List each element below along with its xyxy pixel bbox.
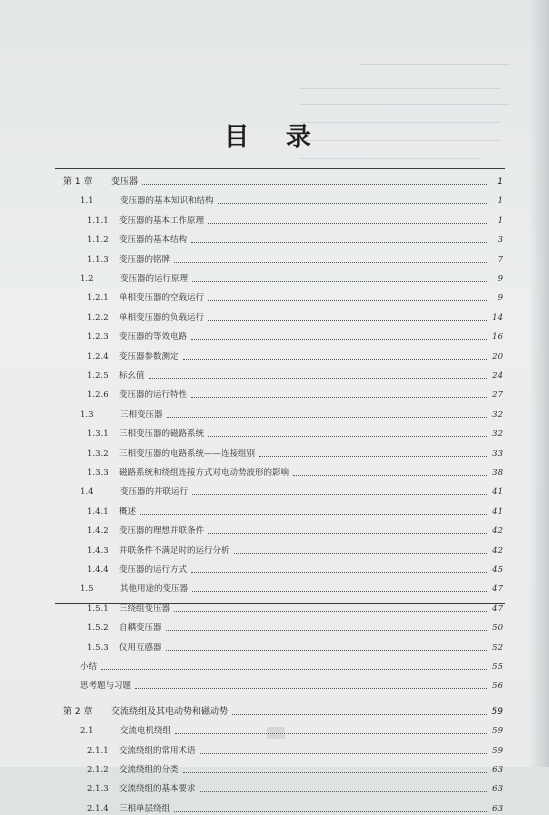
- toc-chapter-entry[interactable]: [63, 168, 503, 188]
- toc-entry-number: 第 1 章: [63, 177, 93, 187]
- toc-subsection-entry[interactable]: [87, 634, 503, 654]
- page-number-mark: [267, 727, 285, 739]
- toc-entry-number: 1.2.3: [87, 332, 109, 343]
- toc-entry-number: 1.5.2: [87, 623, 109, 634]
- toc-leader-dots: [293, 475, 487, 476]
- toc-page-number: 55: [492, 662, 503, 672]
- toc-entry-number: 1.4: [80, 487, 94, 498]
- toc-entry-title: 三绕组变压器: [119, 603, 171, 614]
- toc-leader-dots: [135, 688, 487, 689]
- toc-subsection-entry[interactable]: [87, 226, 503, 246]
- toc-page-number: 41: [492, 506, 503, 517]
- toc-entry-number: 2.1.3: [87, 784, 109, 795]
- toc-section-entry[interactable]: [80, 478, 503, 498]
- toc-entry-title: 变压器的并联运行: [120, 487, 189, 498]
- toc-entry-number: 1.2.1: [87, 293, 109, 304]
- toc-entry-title: 变压器的理想并联条件: [119, 526, 205, 537]
- toc-entry-title: 变压器的运行方式: [119, 565, 188, 575]
- toc-entry-number: 2.1.2: [87, 765, 109, 775]
- toc-entry-number: 1.4.3: [87, 545, 109, 556]
- toc-leader-dots: [167, 417, 487, 418]
- toc-entry-number: 1.2.6: [87, 390, 109, 401]
- toc-entry-title: 交流绕组的基本要求: [119, 784, 196, 795]
- toc-page-number: 32: [492, 409, 503, 420]
- toc-entry-number: 1.1: [80, 196, 94, 207]
- toc-subsection-entry[interactable]: [87, 775, 503, 795]
- toc-entry-title: 三相变压器: [120, 409, 163, 420]
- toc-entry-number: 2.1: [80, 726, 94, 737]
- toc-subsection-entry[interactable]: [87, 756, 503, 776]
- bleed-through-line: [300, 104, 510, 105]
- bleed-through-line: [300, 158, 480, 159]
- toc-leader-dots: [191, 339, 487, 340]
- toc-page-number: 42: [492, 545, 503, 556]
- toc-entry-title: 变压器的等效电路: [119, 332, 188, 343]
- toc-entry-title: 交流绕组的常用术语: [119, 745, 196, 756]
- toc-page-number: 9: [497, 274, 503, 284]
- toc-leader-dots: [208, 436, 487, 437]
- toc-entry-title: 变压器的基本知识和结构: [120, 196, 214, 207]
- toc-entry-number: 1.3.1: [87, 429, 109, 440]
- toc-subsection-entry[interactable]: [87, 207, 503, 227]
- toc-subsection-entry[interactable]: [87, 323, 503, 343]
- toc-page-number: 27: [492, 390, 503, 401]
- toc-page-number: 47: [492, 584, 503, 595]
- toc-entry-title: 自耦变压器: [119, 623, 162, 634]
- toc-leader-dots: [183, 772, 487, 773]
- toc-entry-title: 变压器的铭牌: [119, 254, 171, 265]
- toc-entry-title: 仪用互感器: [119, 642, 162, 653]
- toc-leader-dots: [183, 359, 487, 360]
- toc-subsection-entry[interactable]: [87, 246, 503, 266]
- toc-leader-dots: [175, 733, 487, 734]
- toc-subsection-entry[interactable]: [87, 498, 503, 518]
- toc-subsection-entry[interactable]: [87, 284, 503, 304]
- toc-page-number: 33: [492, 448, 503, 459]
- toc-page-number: 1: [497, 177, 503, 187]
- toc-leader-dots: [192, 591, 487, 592]
- toc-leader-dots: [200, 753, 487, 754]
- toc-entry-number: 2.1.1: [87, 745, 109, 756]
- toc-entry-number: 第 2 章: [63, 706, 93, 717]
- toc-entry-number: 1.3.2: [87, 448, 109, 459]
- toc-leader-dots: [208, 300, 487, 301]
- toc-section-entry[interactable]: [80, 187, 503, 207]
- toc-leader-dots: [208, 533, 487, 534]
- toc-page-number: 47: [492, 603, 503, 614]
- toc-entry-number: 1.1.1: [87, 215, 109, 226]
- toc-entry-title: 变压器的运行特性: [119, 390, 188, 401]
- toc-subsection-entry[interactable]: [87, 381, 503, 401]
- toc-leader-dots: [218, 203, 487, 204]
- toc-leader-dots: [192, 494, 487, 495]
- toc-leader-dots: [140, 514, 487, 515]
- toc-entry-title: 其他用途的变压器: [120, 584, 189, 595]
- toc-subsection-entry[interactable]: [87, 343, 503, 363]
- toc-page-number: 63: [492, 803, 503, 814]
- toc-entry-number: 1.2: [80, 274, 94, 284]
- toc-leader-dots: [142, 184, 487, 185]
- toc-page-number: 16: [492, 332, 503, 343]
- toc-entry-title: 三相变压器的磁路系统: [119, 429, 205, 440]
- toc-leader-dots: [149, 378, 487, 379]
- toc-entry-number: 1.3: [80, 409, 94, 420]
- toc-entry[interactable]: [80, 672, 503, 692]
- toc-leader-dots: [191, 572, 487, 573]
- toc-page-number: 63: [492, 765, 503, 775]
- toc-entry-number: 2.1.4: [87, 803, 109, 814]
- toc-subsection-entry[interactable]: [87, 595, 503, 615]
- toc-entry-title: 变压器的基本工作原理: [119, 215, 205, 226]
- toc-entry-title: 交流电机绕组: [120, 726, 172, 737]
- toc-entry-title: 并联条件不满足时的运行分析: [119, 545, 230, 556]
- toc-page-number: 59: [491, 706, 503, 717]
- toc-page-number: 42: [492, 526, 503, 537]
- toc-entry-number: 1.2.2: [87, 312, 109, 323]
- toc-section-entry[interactable]: [80, 717, 503, 737]
- toc-section-entry[interactable]: [80, 401, 503, 421]
- toc-leader-dots: [259, 456, 487, 457]
- toc-leader-dots: [208, 320, 487, 321]
- toc-entry-title: 变压器: [111, 177, 139, 187]
- toc-chapter-entry[interactable]: [63, 698, 503, 718]
- toc-page-number: 59: [492, 726, 503, 737]
- toc-entry-title: 小结: [80, 662, 98, 672]
- toc-entry-number: 1.2.4: [87, 351, 109, 362]
- toc-page-number: 63: [492, 784, 503, 795]
- toc-subsection-entry[interactable]: [87, 737, 503, 757]
- toc-page-number: 9: [497, 293, 503, 304]
- toc-page-number: 52: [492, 642, 503, 653]
- toc-subsection-entry[interactable]: [87, 795, 503, 815]
- toc-page-number: 3: [497, 235, 503, 246]
- toc-leader-dots: [208, 223, 487, 224]
- toc-leader-dots: [191, 242, 487, 243]
- toc-entry-number: 1.4.4: [87, 565, 109, 575]
- toc-entry-title: 标幺值: [119, 371, 145, 381]
- page-title: 目 录: [224, 122, 325, 151]
- toc-leader-dots: [166, 630, 487, 631]
- toc-entry-title: 磁路系统和绕组连接方式对电动势波形的影响: [119, 468, 290, 478]
- toc-subsection-entry[interactable]: [87, 362, 503, 382]
- toc-subsection-entry[interactable]: [87, 517, 503, 537]
- toc-page-number: 45: [492, 565, 503, 575]
- toc-entry-title: 交流绕组及其电动势和磁动势: [111, 706, 229, 717]
- toc-page-number: 1: [497, 215, 503, 226]
- toc-leader-dots: [191, 397, 487, 398]
- toc-subsection-entry[interactable]: [87, 440, 503, 460]
- toc-page-number: 7: [497, 254, 503, 265]
- toc-subsection-entry[interactable]: [87, 459, 503, 479]
- toc-subsection-entry[interactable]: [87, 420, 503, 440]
- toc-page-number: 1: [497, 196, 503, 207]
- toc-entry-number: 1.3.3: [87, 468, 109, 478]
- bleed-through-line: [300, 88, 500, 89]
- toc-section-entry[interactable]: [80, 575, 503, 595]
- bleed-through-line: [360, 64, 510, 65]
- toc-leader-dots: [101, 669, 487, 670]
- toc-page-number: 24: [492, 371, 503, 381]
- toc-entry-number: 1.1.3: [87, 254, 109, 265]
- toc-entry-title: 交流绕组的分类: [119, 765, 179, 775]
- toc-entry-title: 变压器的基本结构: [119, 235, 188, 246]
- toc-leader-dots: [234, 553, 487, 554]
- toc-page-number: 56: [492, 681, 503, 692]
- toc-entry-title: 变压器参数测定: [119, 351, 179, 362]
- toc-page-number: 41: [492, 487, 503, 498]
- toc-leader-dots: [174, 262, 487, 263]
- toc-entry[interactable]: [80, 653, 503, 673]
- toc-entry-number: 1.5.3: [87, 642, 109, 653]
- page-edge-shadow: [529, 0, 549, 767]
- toc-subsection-entry[interactable]: [87, 304, 503, 324]
- toc-subsection-entry[interactable]: [87, 537, 503, 557]
- toc-entry-title: 概述: [119, 506, 137, 517]
- toc-entry-title: 变压器的运行原理: [120, 274, 189, 284]
- toc-page-number: 14: [492, 312, 503, 323]
- toc-subsection-entry[interactable]: [87, 614, 503, 634]
- toc-entry-title: 三相单层绕组: [119, 803, 171, 814]
- toc-page-number: 38: [492, 468, 503, 478]
- toc-entry-title: 单相变压器的空载运行: [119, 293, 205, 304]
- toc-leader-dots: [200, 791, 487, 792]
- chapter-divider: [55, 603, 505, 604]
- toc-page-number: 50: [492, 623, 503, 634]
- toc-entry-number: 1.5.1: [87, 603, 109, 614]
- toc-page-number: 59: [492, 745, 503, 756]
- toc-leader-dots: [192, 281, 487, 282]
- toc-entry-title: 思考题与习题: [80, 681, 132, 692]
- toc-section-entry[interactable]: [80, 265, 503, 285]
- toc-leader-dots: [174, 611, 487, 612]
- toc-entry-number: 1.4.1: [87, 506, 109, 517]
- toc-entry-number: 1.5: [80, 584, 94, 595]
- toc-entry-title: 三相变压器的电路系统——连接组别: [119, 448, 256, 459]
- toc-page-number: 20: [492, 351, 503, 362]
- toc-entry-title: 单相变压器的负载运行: [119, 312, 205, 323]
- toc-entry-number: 1.1.2: [87, 235, 109, 246]
- toc-leader-dots: [166, 650, 487, 651]
- toc-entry-number: 1.4.2: [87, 526, 109, 537]
- toc-page-number: 32: [492, 429, 503, 440]
- toc-leader-dots: [174, 811, 487, 812]
- toc-leader-dots: [232, 714, 487, 715]
- toc-entry-number: 1.2.5: [87, 371, 109, 381]
- toc-subsection-entry[interactable]: [87, 556, 503, 576]
